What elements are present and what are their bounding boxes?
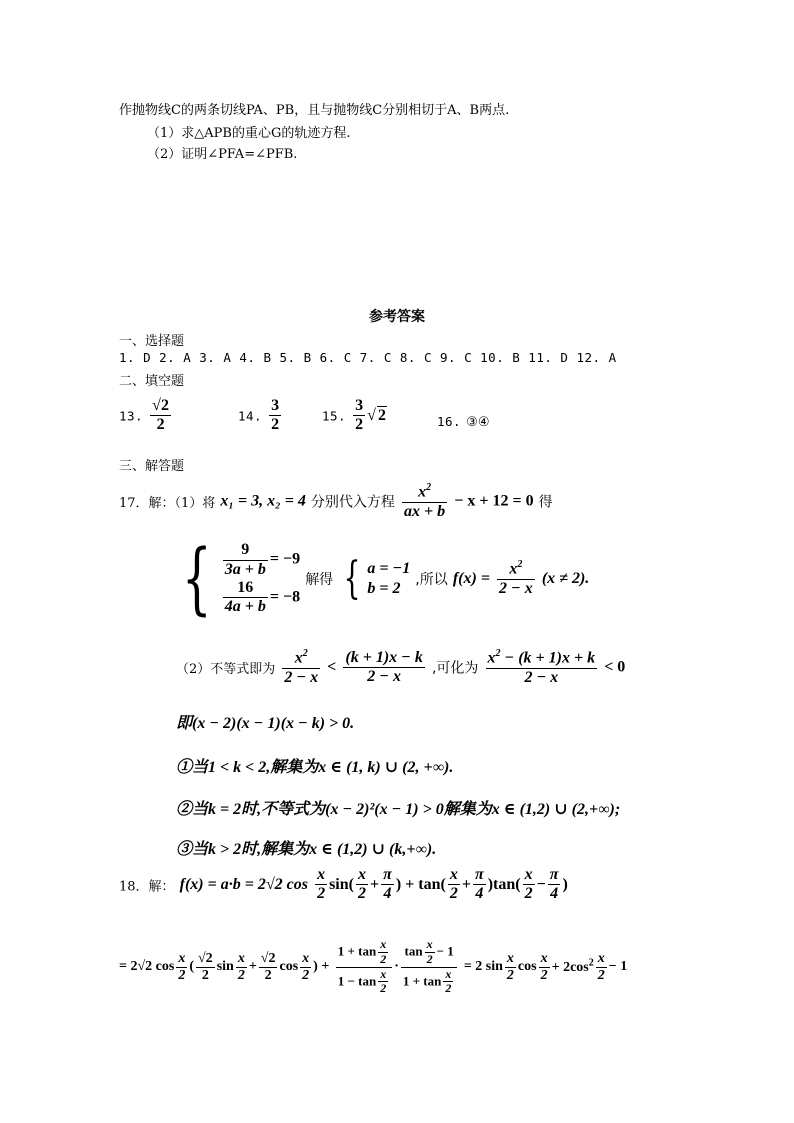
fill-answer-15: 15. $\frac{3}{2}$ √ 2 [322,397,386,434]
p18-line2: = 2√2 cos $\frac{x}{2}$ ( $\frac{√2}{2}$ sin $\frac{x}{2}$ + $\frac{√2}{2}$ cos $\frac{x}{2}$ ) + 1 + tan $\frac{x}{2}$ 1 − tan $\frac{x}{2}$ · tan $\frac{x}{2}$ − 1 1 + tan $\frac{x}{2}$ = 2 sin $\frac{x}{2}$ cos $\frac{x}{2}$ + $2\cos^2$ $\frac{x}{2}$ − 1 [119,937,628,996]
p17-case-3: ③当k > 2时,解集为x ∈ (1,2) ∪ (k,+∞). [176,841,437,858]
fill-answer-16: 16. ③④ [437,414,490,430]
fill-answer-14: 14. $\frac{3}{2}$ [238,397,280,434]
p17-system: { $\frac{9}{3a + b}$ = −9 $\frac{16}{4a + b}$ = −8 解得 { a = −1 b = 2 ,所以 f(x) = $\frac{x^2}{2 - x}$ (x ≠ 2). [181,534,590,624]
p17-line1: 17．解：（1）将 x₁ = 3, x₂ = 4 分别代入方程 $\frac{x^2}{ax + b}$ − x + 12 = 0 得 [119,482,553,520]
intro-question-1: （1）求△APB的重心G的轨迹方程. [147,126,351,141]
intro-question-2: （2）证明∠PFA=∠PFB. [147,147,298,162]
p17-factored: 即(x − 2)(x − 1)(x − k) > 0. [176,715,355,732]
section-fill: 二、填空题 [119,374,185,389]
p17-case-2: ②当k = 2时,不等式为(x − 2)²(x − 1) > 0解集为x ∈ (1,2) ∪ (2,+∞); [176,801,621,818]
section-choice: 一、选择题 [119,334,185,349]
choice-answers: 1. D 2. A 3. A 4. B 5. B 6. C 7. C 8. C 9. C 10. B 11. D 12. A [119,350,617,365]
p17-part2: （2）不等式即为 $\frac{x^2}{2 - x}$ < $\frac{(k + 1)x - k}{2 - x}$ ,可化为 $\frac{x^2 - (k + 1)x + k}{2 - x}$ < 0 [176,648,626,686]
intro-line: 作抛物线C的两条切线PA、PB，且与抛物线C分别相切于A、B两点. [119,103,510,118]
fill-answer-13: 13. $\frac{√2}{2}$ [119,397,169,434]
answers-title: 参考答案 [369,309,425,325]
section-solve: 三、解答题 [119,459,185,474]
p17-case-1: ①当1 < k < 2,解集为x ∈ (1, k) ∪ (2, +∞). [176,759,454,776]
p18-line1: 18．解： f(x) = a·b = 2√2 cos $\frac{x}{2}$ sin( $\frac{x}{2}$ + $\frac{\pi}{4}$ ) + tan( $\frac{x}{2}$ + $\frac{\pi}{4}$ )tan( $\frac{x}{2}$ − $\frac{\pi}{4}$ ) [119,866,568,903]
